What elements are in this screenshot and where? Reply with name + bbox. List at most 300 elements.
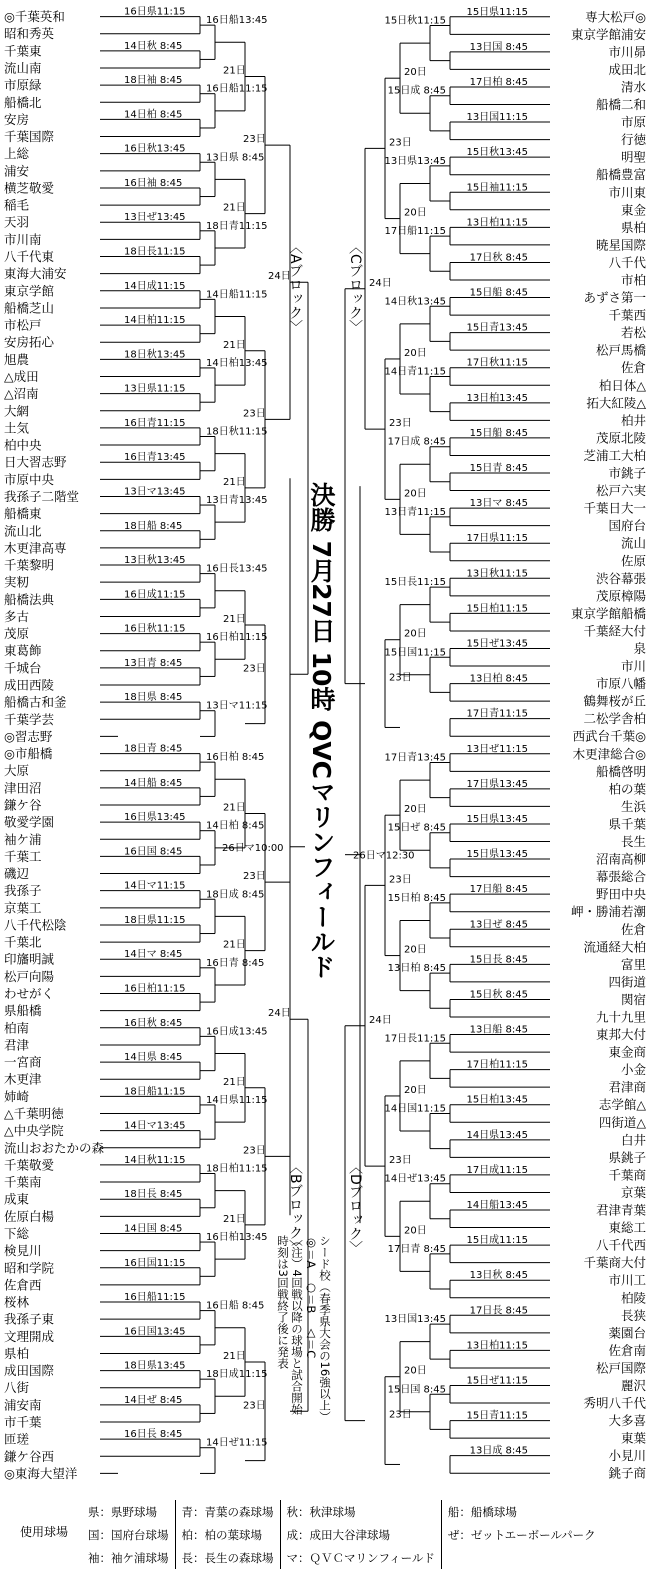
team-name: 県船橋 — [4, 1003, 42, 1019]
team-name: 千葉商 — [608, 1167, 646, 1183]
team-name: 浦安 — [4, 163, 30, 179]
game-label: 17日青 8:45 — [387, 1243, 446, 1255]
block-c-label: 〈Cブロック〉 — [347, 240, 363, 334]
game-label: 14日マ 8:45 — [124, 949, 183, 961]
game-label: 13日県 8:45 — [206, 152, 265, 164]
game-label: 16日船 8:45 — [206, 1300, 265, 1312]
venue-legend — [0, 1496, 650, 1568]
legend-item: 青：青葉の森球場 — [175, 1500, 280, 1523]
round-label: 24日 — [369, 1014, 392, 1026]
game-label: 16日柏11:15 — [124, 983, 186, 995]
team-name: 千葉学芸 — [4, 711, 55, 727]
team-name: 千葉日大一 — [583, 500, 646, 516]
round-label: 21日 — [223, 65, 246, 77]
game-label: 14日船13:45 — [466, 1200, 528, 1212]
game-label: 18日長11:15 — [124, 246, 186, 258]
team-name: 実籾 — [4, 574, 30, 590]
game-label: 14日秋13:45 — [384, 296, 446, 308]
team-name: 検見川 — [4, 1243, 42, 1259]
game-label: 15日県11:15 — [466, 6, 528, 18]
team-name: 市川工 — [608, 1272, 646, 1288]
team-name: 暁星国際 — [595, 237, 646, 253]
legend-item: 秋：秋津球場 — [280, 1500, 441, 1523]
game-label: 14日ぜ11:15 — [206, 1437, 268, 1449]
game-label: 16日成11:15 — [124, 589, 186, 601]
round-label: 23日 — [243, 1145, 266, 1157]
team-name: 流山南 — [4, 60, 42, 76]
game-label: 16日袖 8:45 — [124, 177, 183, 189]
team-name: 木更津 — [4, 1071, 42, 1087]
game-label: 16日柏 8:45 — [206, 752, 265, 764]
game-label: 15日秋11:15 — [384, 15, 446, 27]
team-name: 行徳 — [620, 132, 646, 148]
game-label: 16日船11:15 — [124, 1292, 186, 1304]
game-label: 15日成 8:45 — [387, 85, 446, 97]
team-name: 白井 — [620, 1132, 646, 1148]
team-name: 多古 — [4, 608, 30, 624]
game-label: 13日秋 8:45 — [469, 1270, 528, 1282]
team-name: ◎千葉英和 — [4, 9, 65, 25]
team-name: 船橋東 — [4, 506, 42, 522]
block-d-label: 〈Dブロック〉 — [347, 1160, 363, 1255]
game-label: 13日成 8:45 — [469, 1445, 528, 1457]
game-label: 18日船11:15 — [124, 1086, 186, 1098]
game-label: 16日青13:45 — [124, 452, 186, 464]
team-name: 八千代東 — [4, 249, 55, 265]
round-label: 23日 — [243, 408, 266, 420]
game-label: 13日柏 8:45 — [387, 963, 446, 975]
team-name: 長狭 — [620, 1307, 646, 1323]
team-name: 若松 — [620, 325, 646, 341]
game-label: 14日秋 8:45 — [124, 40, 183, 52]
team-name: 昭和学院 — [4, 1260, 55, 1276]
team-name: 姉崎 — [4, 1088, 30, 1104]
game-label: 18日青 8:45 — [124, 743, 183, 755]
round-label: 23日 — [243, 1400, 266, 1412]
team-name: 柏南 — [4, 1020, 30, 1036]
team-name: 佐原 — [620, 553, 646, 569]
game-label: 13日秋11:15 — [466, 568, 528, 580]
team-name: 旭農 — [4, 351, 30, 367]
round-label: 21日 — [223, 802, 246, 814]
round-label: 24日 — [268, 271, 291, 283]
game-label: 14日国 8:45 — [124, 1223, 183, 1235]
team-name: 船橋芝山 — [4, 300, 55, 316]
game-label: 17日長11:15 — [384, 1033, 446, 1045]
team-name: 敬愛学園 — [4, 814, 55, 830]
game-label: 18日長 8:45 — [124, 1189, 183, 1201]
round-label: 23日 — [243, 871, 266, 883]
team-name: 鶴舞桜が丘 — [583, 693, 646, 709]
game-label: 14日県 8:45 — [124, 1052, 183, 1064]
round-label: 24日 — [268, 1008, 291, 1020]
team-name: 我孫子二階堂 — [4, 488, 80, 504]
game-label: 17日県11:15 — [466, 533, 528, 545]
team-name: 千葉国際 — [4, 129, 55, 145]
team-name: 茂原樟陽 — [595, 588, 646, 604]
team-name: 四街道△ — [598, 1114, 646, 1130]
team-name: 船橋法典 — [4, 591, 55, 607]
team-name: 東邦大付 — [595, 1027, 646, 1043]
team-name: 銚子商 — [608, 1465, 646, 1481]
team-name: 県銚子 — [608, 1149, 646, 1165]
team-name: 大網 — [4, 403, 30, 419]
team-name: 横芝敬愛 — [4, 180, 55, 196]
game-label: 15日ぜ 8:45 — [387, 822, 446, 834]
game-label: 15日県13:45 — [466, 813, 528, 825]
team-name: 松戸六実 — [595, 483, 646, 499]
game-label: 13日ぜ13:45 — [124, 212, 186, 224]
team-name: 茂原 — [4, 626, 30, 642]
game-label: 14日船11:15 — [206, 289, 268, 301]
team-name: 京葉工 — [4, 900, 42, 916]
team-name: 流通経大柏 — [583, 939, 646, 955]
game-label: 15日長 8:45 — [469, 954, 528, 966]
game-label: 16日県11:15 — [124, 6, 186, 18]
team-name: 岬・勝浦若潮 — [570, 904, 646, 920]
team-name: 京葉 — [620, 1184, 646, 1200]
round-label: 20日 — [404, 944, 427, 956]
game-label: 17日成11:15 — [466, 1164, 528, 1176]
game-label: 14日秋11:15 — [124, 1154, 186, 1166]
round-label: 23日 — [389, 137, 412, 149]
team-name: 清水 — [620, 79, 646, 95]
game-label: 18日秋11:15 — [206, 426, 268, 438]
team-name: 船橋豊富 — [595, 167, 646, 183]
round-label: 20日 — [404, 488, 427, 500]
team-name: あずさ第一 — [583, 290, 646, 306]
game-label: 17日柏11:15 — [466, 1059, 528, 1071]
team-name: 安房 — [4, 111, 30, 127]
team-name: 船橋古和釜 — [4, 694, 67, 710]
team-name: 九十九里 — [595, 1009, 646, 1025]
round-label: 21日 — [223, 1213, 246, 1225]
round-label: 23日 — [389, 1155, 412, 1167]
team-name: 千葉南 — [4, 1174, 42, 1190]
round-label: 23日 — [389, 874, 412, 886]
team-name: 木更津総合◎ — [572, 746, 646, 762]
team-name: 下総 — [4, 1225, 30, 1241]
round-label: 20日 — [404, 1225, 427, 1237]
team-name: 我孫子東 — [4, 1311, 55, 1327]
legend-item: 成：成田大谷津球場 — [280, 1523, 441, 1546]
team-name: 松戸向陽 — [4, 968, 55, 984]
team-name: 市原 — [620, 114, 646, 130]
team-name: 安房拓心 — [4, 334, 55, 350]
team-name: 成田北 — [608, 61, 646, 77]
team-name: 船橋二和 — [595, 97, 646, 113]
team-name: 文理開成 — [4, 1328, 55, 1344]
team-name: 明聖 — [620, 149, 646, 165]
game-label: 17日秋 8:45 — [469, 252, 528, 264]
team-name: 市千葉 — [4, 1414, 42, 1430]
note-line: 時刻は3回戦終了後に発表 — [276, 1235, 290, 1369]
game-label: 13日秋13:45 — [124, 555, 186, 567]
game-label: 13日柏13:45 — [466, 392, 528, 404]
team-name: 長生 — [620, 834, 646, 850]
team-name: 千葉工 — [4, 848, 42, 864]
team-name: ◎市船橋 — [4, 746, 53, 762]
team-name: 薬園台 — [608, 1325, 646, 1341]
team-name: 鎌ケ谷 — [4, 797, 42, 813]
team-name: 東総工 — [608, 1220, 646, 1236]
team-name: 八街 — [4, 1380, 30, 1396]
game-label: 14日ぜ13:45 — [384, 1173, 446, 1185]
game-label: 14日柏11:15 — [124, 315, 186, 327]
game-label: 17日青11:15 — [466, 708, 528, 720]
round-label: 23日 — [389, 672, 412, 684]
game-label: 18日県 8:45 — [124, 692, 183, 704]
legend-item: 袖：袖ケ浦球場 — [88, 1550, 169, 1565]
game-label: 13日青13:45 — [206, 495, 268, 507]
round-label: 21日 — [223, 202, 246, 214]
team-name: 八千代 — [608, 254, 646, 270]
team-name: 小見川 — [608, 1448, 646, 1464]
team-name: 昭和秀英 — [4, 26, 55, 42]
game-label: 13日青11:15 — [384, 506, 446, 518]
round-label: 20日 — [404, 1365, 427, 1377]
team-name: 志学館△ — [598, 1097, 646, 1113]
team-name: 鎌ケ谷西 — [4, 1448, 55, 1464]
team-name: 袖ケ浦 — [4, 831, 42, 847]
team-name: 土気 — [4, 420, 30, 436]
game-label: 14日県13:45 — [466, 1129, 528, 1141]
round-label: 24日 — [369, 277, 392, 289]
team-name: 木更津高専 — [4, 540, 67, 556]
team-name: 千葉経大付 — [583, 623, 646, 639]
team-name: 拓大紅陵△ — [586, 395, 646, 411]
team-name: 市松戸 — [4, 317, 42, 333]
game-label: 16日県13:45 — [124, 812, 186, 824]
game-label: 16日長 8:45 — [124, 1429, 183, 1441]
round-label: 21日 — [223, 939, 246, 951]
game-label: 14日柏13:45 — [206, 357, 268, 369]
team-name: 国府台 — [608, 518, 646, 534]
game-label: 15日成11:15 — [466, 1235, 528, 1247]
team-name: 流山北 — [4, 523, 42, 539]
game-label: 16日船13:45 — [206, 15, 268, 27]
team-name: 佐原白楊 — [4, 1208, 55, 1224]
team-name: 成東 — [4, 1191, 30, 1207]
team-name: 市柏 — [620, 272, 646, 288]
game-label: 15日秋 8:45 — [469, 989, 528, 1001]
team-name: 松戸国際 — [595, 1360, 646, 1376]
team-name: 渋谷幕張 — [595, 570, 646, 586]
team-name: 佐倉 — [620, 921, 646, 937]
game-label: 15日国 8:45 — [387, 1384, 446, 1396]
legend-item: ぜ：ゼットエーボールパーク — [441, 1523, 601, 1546]
game-label: 18日成11:15 — [206, 1369, 268, 1381]
round-label: 20日 — [404, 207, 427, 219]
team-name: 市川南 — [4, 231, 42, 247]
game-label: 15日青11:15 — [466, 1410, 528, 1422]
game-label: 15日国11:15 — [384, 647, 446, 659]
team-name: 上総 — [4, 146, 30, 162]
team-name: 東金 — [620, 202, 646, 218]
team-name: 市原八幡 — [595, 676, 646, 692]
block-b-label: 〈Bブロック〉 — [287, 1160, 303, 1254]
game-label: 18日秋13:45 — [124, 349, 186, 361]
team-name: 流山 — [620, 535, 646, 551]
game-label: 18日青11:15 — [206, 220, 268, 232]
round-label: 20日 — [404, 628, 427, 640]
team-name: 流山おおたかの森 — [4, 1140, 105, 1156]
team-name: 秀明八千代 — [583, 1395, 646, 1411]
team-name: 県千葉 — [608, 816, 646, 832]
game-label: 16日秋 8:45 — [124, 1017, 183, 1029]
team-name: 柏井 — [620, 412, 646, 428]
game-label: 15日柏 8:45 — [387, 892, 446, 904]
team-name: 印旛明誠 — [4, 951, 55, 967]
game-label: 17日成 8:45 — [387, 436, 446, 448]
team-name: 八千代西 — [595, 1237, 646, 1253]
game-label: 14日国11:15 — [384, 1103, 446, 1115]
team-name: △千葉明徳 — [4, 1106, 64, 1121]
game-label: 13日ぜ11:15 — [466, 743, 528, 755]
team-name: 君津商 — [608, 1079, 646, 1095]
team-name: 船橋北 — [4, 94, 42, 110]
team-name: 市川東 — [608, 184, 646, 200]
round-label: 20日 — [404, 67, 427, 79]
round-label: 21日 — [223, 1351, 246, 1363]
team-name: 浦安南 — [4, 1397, 42, 1413]
game-label: 16日国13:45 — [124, 1326, 186, 1338]
game-label: 13日青 8:45 — [124, 657, 183, 669]
team-name: 西武台千葉◎ — [572, 728, 646, 744]
game-label: 17日県13:45 — [466, 778, 528, 790]
round-label: 23日 — [389, 418, 412, 430]
team-name: 市原緑 — [4, 77, 42, 93]
team-name: 船橋啓明 — [595, 763, 646, 779]
team-name: 桜林 — [4, 1294, 30, 1310]
game-label: 18日袖 8:45 — [124, 75, 183, 87]
team-name: 日大習志野 — [4, 454, 67, 470]
team-name: 専大松戸◎ — [585, 9, 646, 25]
game-label: 18日県13:45 — [124, 1360, 186, 1372]
game-label: 17日柏 8:45 — [469, 76, 528, 88]
team-name: 君津 — [4, 1037, 30, 1053]
note-line: ◎＝A ○＝B △＝C — [304, 1235, 318, 1359]
team-name: △成田 — [4, 369, 39, 384]
game-label: 17日青13:45 — [384, 752, 446, 764]
legend-item: 県：県野球場 — [88, 1504, 157, 1519]
team-name: 東京学館浦安 — [570, 26, 646, 42]
game-label: 16日成13:45 — [206, 1026, 268, 1038]
team-name: 芝浦工大柏 — [583, 447, 646, 463]
game-label: 14日ぜ 8:45 — [124, 1394, 183, 1406]
round-label: 23日 — [389, 1409, 412, 1421]
game-label: 14日県11:15 — [206, 1094, 268, 1106]
game-label: 14日柏 8:45 — [206, 820, 265, 832]
team-name: 県柏 — [620, 219, 646, 235]
game-label: 18日県11:15 — [124, 914, 186, 926]
team-name: 佐倉南 — [608, 1342, 646, 1358]
game-label: 17日船11:15 — [384, 226, 446, 238]
game-label: 16日青 8:45 — [206, 957, 265, 969]
team-name: 千葉商大付 — [583, 1255, 646, 1271]
team-name: 松戸馬橋 — [595, 342, 646, 358]
team-name: 東海大浦安 — [4, 266, 67, 282]
team-name: 一宮商 — [4, 1054, 42, 1070]
game-label: 13日船 8:45 — [469, 1024, 528, 1036]
semifinal-label: 26日マ10:00 — [222, 842, 284, 854]
team-name: 野田中央 — [595, 886, 646, 902]
game-label: 14日マ11:15 — [124, 880, 186, 892]
game-label: 16日国11:15 — [124, 1257, 186, 1269]
game-label: 13日国 8:45 — [469, 41, 528, 53]
game-label: 17日船 8:45 — [469, 884, 528, 896]
game-label: 15日秋13:45 — [466, 147, 528, 159]
game-label: 13日柏11:15 — [466, 217, 528, 229]
team-name: 八千代松陰 — [4, 917, 67, 933]
team-name: 成田国際 — [4, 1363, 55, 1379]
team-name: 茂原北陵 — [595, 430, 646, 446]
team-name: 津田沼 — [4, 780, 42, 796]
legend-item: 船：船橋球場 — [441, 1500, 601, 1523]
round-label: 20日 — [404, 347, 427, 359]
round-label: 21日 — [223, 476, 246, 488]
game-label: 16日青11:15 — [124, 417, 186, 429]
game-label: 15日長11:15 — [384, 577, 446, 589]
round-label: 21日 — [223, 1076, 246, 1088]
team-name: 千葉西 — [608, 307, 646, 323]
team-name: 千葉北 — [4, 934, 42, 950]
team-name: 東京学館船橋 — [570, 605, 646, 621]
game-label: 15日船 8:45 — [469, 427, 528, 439]
team-name: 小金 — [620, 1062, 646, 1078]
round-label: 21日 — [223, 614, 246, 626]
game-label: 15日柏13:45 — [466, 1094, 528, 1106]
game-label: 13日マ13:45 — [124, 486, 186, 498]
game-label: 15日青 8:45 — [469, 463, 528, 475]
game-label: 13日柏 8:45 — [469, 673, 528, 685]
round-label: 20日 — [404, 804, 427, 816]
team-name: 麗沢 — [620, 1377, 646, 1393]
game-label: 13日県13:45 — [384, 155, 446, 167]
game-label: 13日国13:45 — [384, 1314, 446, 1326]
team-name: 我孫子 — [4, 883, 42, 899]
block-a-label: 〈Aブロック〉 — [287, 240, 303, 334]
team-name: 君津青葉 — [595, 1202, 646, 1218]
game-label: 15日船 8:45 — [469, 287, 528, 299]
game-label: 13日県11:15 — [124, 383, 186, 395]
game-label: 14日マ13:45 — [124, 1120, 186, 1132]
team-name: 柏陵 — [620, 1290, 646, 1306]
team-name: 千葉敬愛 — [4, 1157, 55, 1173]
note-line: シード校（春季県大会の16強以上） — [318, 1235, 332, 1423]
team-name: 二松学舎柏 — [583, 711, 646, 727]
game-label: 16日秋13:45 — [124, 143, 186, 155]
team-name: 東京学館 — [4, 283, 55, 299]
game-label: 14日青11:15 — [384, 366, 446, 378]
legend-item: 柏：柏の葉球場 — [175, 1523, 280, 1546]
team-name: 泉 — [633, 640, 646, 656]
team-name: 佐倉 — [620, 360, 646, 376]
team-name: 大多喜 — [608, 1413, 646, 1429]
team-name: 東葉 — [620, 1430, 646, 1446]
game-label: 16日秋11:15 — [124, 623, 186, 635]
team-name: 大原 — [4, 763, 30, 779]
team-name: 千葉黎明 — [4, 557, 55, 573]
team-name: 千葉東 — [4, 43, 42, 59]
team-name: 幕張総合 — [595, 869, 646, 885]
legend-item: 長：長生の森球場 — [175, 1546, 280, 1569]
game-label: 14日柏 8:45 — [124, 109, 183, 121]
team-name: 千城台 — [4, 660, 42, 676]
team-name: わせがく — [4, 986, 55, 1002]
game-label: 17日長 8:45 — [469, 1305, 528, 1317]
game-label: 16日柏13:45 — [206, 1232, 268, 1244]
